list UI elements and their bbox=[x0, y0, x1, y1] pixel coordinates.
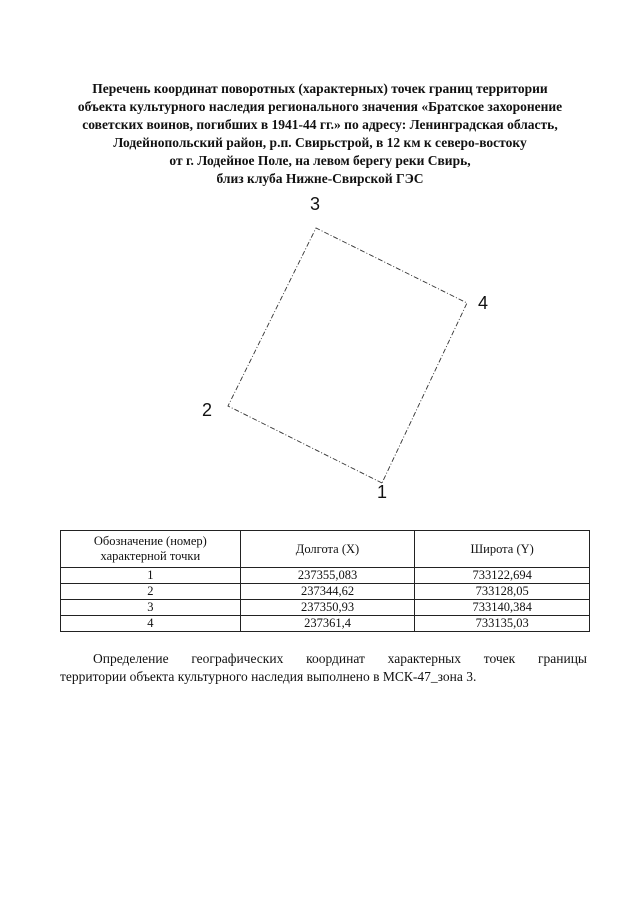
cell-y: 733128,05 bbox=[415, 584, 590, 600]
cell-y: 733140,384 bbox=[415, 600, 590, 616]
note-line: Определение географических координат характерных точек границы bbox=[93, 651, 587, 666]
title-line: объекта культурного наследия регионального значения «Братское захоронение bbox=[77, 99, 563, 114]
cell-x: 237350,93 bbox=[240, 600, 415, 616]
boundary-polygon bbox=[228, 228, 467, 483]
cell-x: 237344,62 bbox=[240, 584, 415, 600]
table-row bbox=[61, 584, 590, 600]
document-title bbox=[60, 80, 580, 188]
title-line: от г. Лодейное Поле, на левом берегу реки Свирь, bbox=[169, 153, 471, 168]
table-header-row bbox=[61, 531, 590, 568]
header-longitude: Долгота (X) bbox=[240, 531, 415, 568]
table-row bbox=[61, 616, 590, 632]
cell-point: 4 bbox=[61, 616, 241, 632]
cell-point: 2 bbox=[61, 584, 241, 600]
boundary-diagram bbox=[0, 190, 640, 510]
point-label-2: 2 bbox=[202, 400, 213, 420]
title-line: близ клуба Нижне-Свирской ГЭС bbox=[216, 171, 424, 186]
note-line: территории объекта культурного наследия выполнено в МСК-47_зона 3. bbox=[60, 669, 477, 684]
cell-x: 237361,4 bbox=[240, 616, 415, 632]
title-line: Лодейнопольский район, р.п. Свирьстрой, в 12 км к северо-востоку bbox=[113, 135, 527, 150]
table-row bbox=[61, 568, 590, 584]
title-line: Перечень координат поворотных (характерных) точек границ территории bbox=[92, 81, 548, 96]
cell-y: 733122,694 bbox=[415, 568, 590, 584]
coordinate-system-note bbox=[60, 650, 587, 686]
title-line: советских воинов, погибших в 1941-44 гг.» по адресу: Ленинградская область, bbox=[82, 117, 558, 132]
cell-point: 1 bbox=[61, 568, 241, 584]
cell-x: 237355,083 bbox=[240, 568, 415, 584]
point-label-4: 4 bbox=[478, 293, 489, 313]
coordinates-table bbox=[60, 530, 590, 632]
cell-point: 3 bbox=[61, 600, 241, 616]
header-latitude: Широта (Y) bbox=[415, 531, 590, 568]
point-label-1: 1 bbox=[377, 482, 388, 502]
table-row bbox=[61, 600, 590, 616]
cell-y: 733135,03 bbox=[415, 616, 590, 632]
point-label-3: 3 bbox=[310, 194, 321, 214]
header-point-number: Обозначение (номер) характерной точки bbox=[61, 531, 241, 568]
